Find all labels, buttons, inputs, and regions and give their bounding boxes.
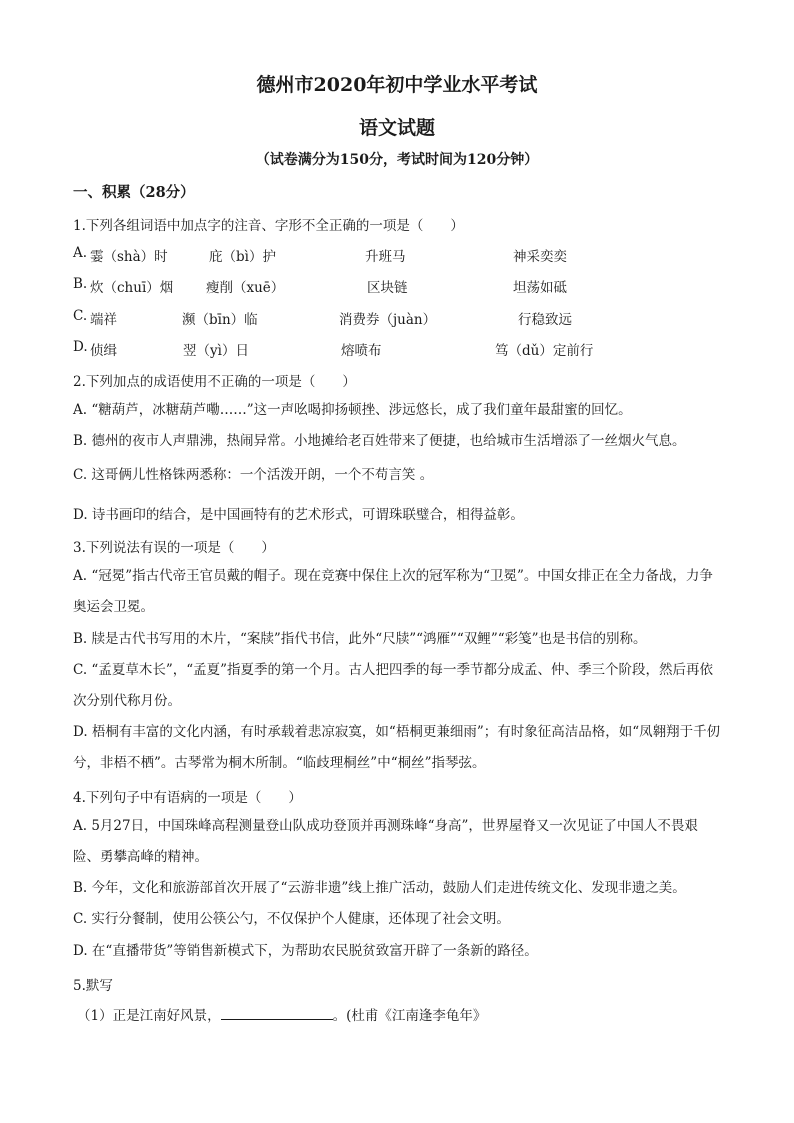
option-word: 庇（bì）护 [209,249,276,265]
question-2-option-a: A. “糖葫芦，冰糖葫芦嘞……”这一声吆喝抑扬顿挫、涉远悠长，成了我们童年最甜蜜的回忆。 [73,402,632,418]
option-word: 濒（bīn）临 [182,312,258,328]
question-2-stem: 2.下列加点的成语使用不正确的一项是（ ） [73,374,356,390]
question-3-option-d: D. 梧桐有丰富的文化内涵，有时承载着悲凉寂寞，如“梧桐更兼细雨”；有时象征高洁品格，如“凤翱翔于千仞兮，非梧不栖”。古琴常为桐木所制。“临歧理桐丝”中“桐丝”指琴弦。 [73,724,721,771]
option-word: 炊（chuī）烟 [90,280,174,296]
option-label: D. [73,339,88,355]
question-1-option-d [73,339,723,359]
item-1-prefix: （1）正是江南好风景， [77,1008,221,1024]
question-4-option-a: A. 5月27日，中国珠峰高程测量登山队成功登顶并再测珠峰“身高”，世界屋脊又一次见证了中国人不畏艰险、勇攀高峰的精神。 [73,818,698,865]
option-word: 消费券（juàn） [339,312,437,328]
question-4-stem: 4.下列句子中有语病的一项是（ ） [73,790,302,806]
option-word: 神采奕奕 [513,249,567,265]
question-5-item-1 [77,1004,486,1024]
question-5-stem: 5.默写 [73,978,113,994]
question-3-option-c: C. “孟夏草木长”，“孟夏”指夏季的第一个月。古人把四季的每一季节都分成孟、仲、季三个阶段，然后再依次分别代称月份。 [73,662,714,709]
question-1-option-a [73,245,723,265]
question-4-option-c: C. 实行分餐制，使用公筷公勺，不仅保护个人健康，还体现了社会文明。 [73,911,510,927]
subject-title: 语文试题 [358,117,435,139]
question-2-option-d: D. 诗书画印的结合，是中国画特有的艺术形式，可谓珠联璧合，相得益彰。 [73,507,524,523]
option-word: 端祥 [90,312,117,328]
option-label: C. [73,308,88,324]
item-1-suffix: 。(杜甫《江南逢李龟年》 [332,1008,487,1024]
question-4-option-d: D. 在“直播带货”等销售新模式下，为帮助农民脱贫致富开辟了一条新的路径。 [73,943,538,959]
question-1-stem: 1.下列各组词语中加点字的注音、字形不全正确的一项是（ ） [73,218,464,234]
section-title: 一、积累（28分） [73,184,195,201]
option-word: 笃（dǔ）定前行 [495,343,594,359]
question-2-option-b: B. 德州的夜市人声鼎沸，热闹异常。小地摊给老百姓带来了便捷，也给城市生活增添了一丝烟火气息。 [73,433,686,449]
question-1-option-b [73,276,723,296]
question-3-option-a: A. “冠冕”指古代帝王官员戴的帽子。现在竞赛中保住上次的冠军称为“卫冕”。中国女排正在全力备战，力争奥运会卫冕。 [73,568,713,615]
option-label: A. [73,245,88,261]
exam-title: 德州市2020年初中学业水平考试 [256,74,538,96]
fill-blank[interactable] [221,1007,333,1020]
question-3-option-b: B. 牍是古代书写用的木片，“案牍”指代书信，此外“尺牍”“鸿雁”“双鲤”“彩笺”也是书信的别称。 [73,631,647,647]
option-word: 坦荡如砥 [513,280,567,296]
question-1-option-c [73,308,723,328]
option-word: 行稳致远 [518,312,572,328]
question-2-option-c: C. 这哥俩儿性格铢两悉称：一个活泼开朗，一个不苟言笑 。 [73,467,434,483]
option-word: 升班马 [365,249,406,265]
exam-note: （试卷满分为150分，考试时间为120分钟） [255,152,539,168]
option-word: 熔喷布 [341,343,382,359]
option-word: 侦缉 [90,343,117,359]
option-label: B. [73,276,88,292]
option-word: 瘦削（xuē） [206,280,285,296]
option-word: 翌（yì）日 [183,343,249,359]
question-3-stem: 3.下列说法有误的一项是（ ） [73,540,275,556]
option-word: 区块链 [367,280,408,296]
option-word: 霎（shà）时 [90,249,168,265]
question-4-option-b: B. 今年，文化和旅游部首次开展了“云游非遗”线上推广活动，鼓励人们走进传统文化、发现非遗之美。 [73,880,686,896]
